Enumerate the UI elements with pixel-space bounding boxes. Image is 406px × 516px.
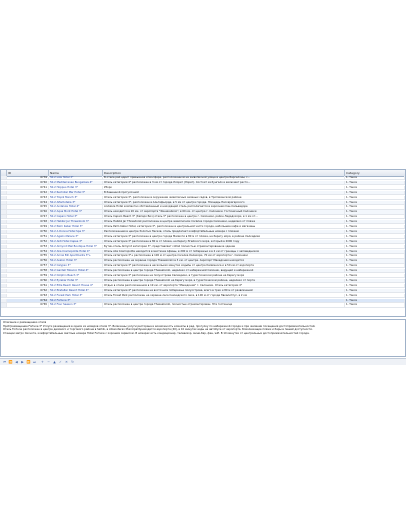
cell-name[interactable]: 50.2 Arrow Bill Apartments 3*+	[49, 254, 103, 257]
cell-description[interactable]: Отель расположен в центре города Thessaloniki, недалеко от набережной Салоник, ведущей и набережной	[103, 269, 345, 272]
cell-id[interactable]: 6751	[7, 235, 49, 238]
table-row[interactable]	[1, 201, 405, 205]
cell-description[interactable]: Уборк	[103, 186, 345, 189]
cell-name[interactable]: 50.2 Alia Cosmopolite Hotel 4*	[49, 250, 103, 253]
next-record-button[interactable]: ▶	[21, 360, 24, 364]
table-row[interactable]	[1, 186, 405, 190]
table-row[interactable]	[1, 250, 405, 254]
cell-id[interactable]: 6742	[7, 191, 49, 194]
cell-category[interactable]: 1. Такси	[345, 294, 405, 297]
cell-description[interactable]: В башенной прогулочной	[103, 191, 345, 194]
cell-id[interactable]: 6745	[7, 205, 49, 208]
table-row[interactable]	[1, 210, 405, 214]
cell-name[interactable]: 50.2 Caparo Hotel 3*	[49, 215, 103, 218]
table-row[interactable]	[1, 284, 405, 288]
cell-category[interactable]: 1. Такси	[345, 279, 405, 282]
memo-line: Описание к размещению отеля	[3, 321, 47, 324]
cell-category[interactable]: 1. Такси	[345, 254, 405, 257]
cell-name[interactable]: 50.2 Tropik Manch 3*	[49, 196, 103, 199]
cell-category[interactable]: 1. Такси	[345, 230, 405, 233]
table-row[interactable]	[1, 279, 405, 283]
delete-record-button[interactable]: −	[47, 360, 50, 364]
cell-category[interactable]: 1. Такси	[345, 274, 405, 277]
cell-name[interactable]: 50.2 Forest Park Hotel 3*	[49, 294, 103, 297]
cell-description[interactable]: Бутик-отель Almyrot категории 3*, представляет собой полностью отремонтированное здание	[103, 245, 345, 248]
cell-id[interactable]: 6760	[7, 279, 49, 282]
cell-id[interactable]: 6765	[7, 303, 49, 306]
cell-category[interactable]: 1. Такси	[345, 235, 405, 238]
cell-description[interactable]: Отель Forest Park расположен на окраине леса Сеичадского леса, в 100 м от города Эвкалиптус, в 2 км	[103, 294, 345, 297]
cell-description[interactable]: Отель Caparo Beach 3* (Капаро Бич) отель 3* расположен в центре г. Салоники, район Лададохори, в 1 км от...	[103, 215, 345, 218]
cell-description[interactable]: Отель Alia Cosmopolite находится в местечке Афины, в 200 м от побережья и в 2 км от границы с заповедником	[103, 250, 345, 253]
table-row[interactable]	[1, 299, 405, 303]
cell-name[interactable]: 50.2 Calypso 3*	[49, 264, 103, 267]
cell-name[interactable]: 50.2 Aqua Mont Hotel 3*	[49, 210, 103, 213]
cell-name[interactable]: 50.2 Dolphin Beach 3*	[49, 274, 103, 277]
table-row[interactable]	[1, 205, 405, 209]
cell-id[interactable]: 6740	[7, 181, 49, 184]
cell-name[interactable]: 50.2 Mediterraneo Bungalows 4*	[49, 181, 103, 184]
cell-name[interactable]: 50.2 Akti Hotel Capea 3*	[49, 240, 103, 243]
cell-description[interactable]: Отель категории 3*+ расположен в 100 м от центра поселка Калахори, 70 км от аэропорта г. Салоники	[103, 254, 345, 257]
cell-description[interactable]: Отель категории 3* расположен в нескольких минутах ходьбы от центра Калимноса и в 50 км от аэропорта	[103, 264, 345, 267]
description-memo[interactable]	[0, 319, 406, 357]
cell-category[interactable]: 1. Такси	[345, 259, 405, 262]
grid-window	[0, 169, 406, 365]
cell-id[interactable]: 6763	[7, 294, 49, 297]
cell-description[interactable]: Отель расположен в центре города Thessaloniki, полностью отремонтирован. Эта гостиница	[103, 303, 345, 306]
table-row[interactable]	[1, 303, 405, 307]
cell-id[interactable]: 6750	[7, 230, 49, 233]
cell-description[interactable]: Отель категории 3* расположен в центре города Малиоти в 80 м от пляжа, на берегу моря, в районе Халкидики	[103, 235, 345, 238]
table-row[interactable]	[1, 269, 405, 273]
cell-description[interactable]: Отель расположен в центре города Thessaloniki на берегу моря, в туристическом районе, недалеко от порта	[103, 279, 345, 282]
cell-name[interactable]: 50.2 Elite Beach Resort House 4*	[49, 284, 103, 287]
cell-id[interactable]: 6757	[7, 264, 49, 267]
cell-id[interactable]: 6747	[7, 215, 49, 218]
cell-description[interactable]: Отдых в отеле расположенном в 19 км. от аэропорта "Македония" г. Салоники. Отель категории 4*	[103, 284, 345, 287]
table-row[interactable]	[1, 191, 405, 195]
cell-category[interactable]: 1. Такси	[345, 205, 405, 208]
cell-category[interactable]: 1. Такси	[345, 299, 405, 302]
header-name[interactable]: Name	[49, 170, 103, 176]
prev-record-button[interactable]: ◀	[15, 360, 18, 364]
cell-description[interactable]: Расположенная в центре Золотых Песков, отель предлагает комфортабельные номера с пляжем	[103, 230, 345, 233]
cell-id[interactable]: 6756	[7, 259, 49, 262]
table-row[interactable]	[1, 240, 405, 244]
cell-name[interactable]: 50.2 Rechotel Mar Hotel 3*	[49, 191, 103, 194]
cell-id[interactable]: 6759	[7, 274, 49, 277]
cell-name[interactable]: 50.2 Hoppus Hotel 3*	[49, 186, 103, 189]
table-row[interactable]	[1, 254, 405, 258]
table-row[interactable]	[1, 259, 405, 263]
table-row[interactable]	[1, 274, 405, 278]
cell-name[interactable]: 50.2 A Donna Hotel Spa 3*	[49, 230, 103, 233]
header-category[interactable]: Category	[345, 170, 406, 176]
cell-id[interactable]: 6739	[7, 176, 49, 179]
cell-name[interactable]: 50.2 Almyrot Mail Boutique Hotel 3*	[49, 245, 103, 248]
table-row[interactable]	[1, 235, 405, 239]
table-row[interactable]	[1, 181, 405, 185]
cell-name[interactable]: 50.2 Habibz Jar Threadonik 3*	[49, 220, 103, 223]
cell-category[interactable]: 1. Такси	[345, 191, 405, 194]
cell-description[interactable]: Отель находится в 20 км. от аэропорта "Финикайоло", в 60 км. от центра г. Салоники. Гостиничный Салоники	[103, 210, 345, 213]
edit-record-button[interactable]: ▲	[53, 360, 56, 364]
cell-name[interactable]: 50.2 Agalini Palace 3*	[49, 235, 103, 238]
cell-category[interactable]: 1. Такси	[345, 303, 405, 306]
cell-id[interactable]: 6744	[7, 201, 49, 204]
table-row[interactable]	[1, 230, 405, 234]
cell-id[interactable]: 6764	[7, 299, 49, 302]
refresh-button[interactable]: ↻	[71, 360, 74, 364]
last-record-button[interactable]: ⏭	[33, 360, 36, 364]
cell-description[interactable]: В отеле рай царит привычная атмосфера, расположенном на живописной улице в центре Барселоны, с...	[103, 176, 345, 179]
cell-description[interactable]: Отель Palm Kaber Hotel, категории 3*, расположен в центральной части города, небольшие кафе и магазины	[103, 225, 345, 228]
cell-description[interactable]: Отель расположен на окраине города Thessaloniki в 3 км. от центра. Аэропорт Македония находится	[103, 259, 345, 262]
table-row[interactable]	[1, 294, 405, 298]
prev-page-button[interactable]: ⏪	[8, 360, 13, 364]
cell-name[interactable]: 50.2 Andalule Hotel 4*	[49, 205, 103, 208]
cell-name[interactable]: 50.2 Palm Kaber Hotel 3*	[49, 225, 103, 228]
cell-category[interactable]: 1. Такси	[345, 240, 405, 243]
cell-description[interactable]: Andalule Hotel компактно обставленный и находящий отель располагается в заросшем Сан-Сальвадоре	[103, 205, 345, 208]
cell-name[interactable]: 50.2 Fortune 3*	[49, 299, 103, 302]
cell-category[interactable]: 1. Такси	[345, 176, 405, 179]
cell-category[interactable]: 1. Такси	[345, 196, 405, 199]
cell-id[interactable]: 6743	[7, 196, 49, 199]
header-description[interactable]: Description	[103, 170, 345, 176]
cell-category[interactable]: 1. Такси	[345, 210, 405, 213]
cell-id[interactable]: 6754	[7, 250, 49, 253]
cell-name[interactable]: 50.2 Four Season 3*	[49, 303, 103, 306]
cell-id[interactable]: 6758	[7, 269, 49, 272]
memo-line: Отель Fortune расположен в центре делового и торгового района в Salhik, в Atosnoteran Municipalityнаходится аэропорта (40), в 10 минутах езды на автобусе от аэропорта. Близлежащие пляжи и бары в пешей доступности.	[3, 328, 313, 332]
cancel-edit-button[interactable]: ✕	[65, 360, 68, 364]
cell-name[interactable]: 50.2 Alfarhotelia 3*	[49, 201, 103, 204]
cell-id[interactable]: 6748	[7, 220, 49, 223]
cell-description[interactable]: Отель категории 3* расположен в 80 м от пляжа, на берегу Эгейского моря, который в 2000 году	[103, 240, 345, 243]
cell-category[interactable]: 1. Такси	[345, 215, 405, 218]
cell-category[interactable]: 1. Такси	[345, 225, 405, 228]
cell-id[interactable]: 6755	[7, 254, 49, 257]
cell-description[interactable]: Отель категории 4* расположен на восточном побережье полуострова, всего в трех и 80 м от развлечений	[103, 289, 345, 292]
post-edit-button[interactable]: ✓	[59, 360, 62, 364]
cell-category[interactable]: 1. Такси	[345, 289, 405, 292]
cell-name[interactable]: 50.2 Ekstaltar Resort Hotel 4*	[49, 289, 103, 292]
memo-line: Проб'размещение Fortune 3* Услуги размещения в одном из номеров отеля 3*. Включены услуги ресторана и возможность комнаты в ред, прогулку по набережной города и при желании посещения достопримечательностей.	[3, 324, 316, 328]
table-row[interactable]	[1, 264, 405, 268]
cell-name[interactable]: 50.2 Lola Hotel 3*	[49, 176, 103, 179]
cell-id[interactable]: 6746	[7, 210, 49, 213]
header-id[interactable]: ID	[7, 170, 49, 176]
table-row[interactable]	[1, 176, 405, 180]
cell-description[interactable]: Отель категории 4* расположен в 3 км от города Ллорет (Лорет). Состоит из бунгало и включает ресто...	[103, 181, 345, 184]
cell-category[interactable]: 1. Такси	[345, 220, 405, 223]
cell-description[interactable]: Отель категории 3*, расположен в окружении живописных зеленых садов, в Тропиканском районе	[103, 196, 345, 199]
table-row[interactable]	[1, 220, 405, 224]
cell-name[interactable]: 50.2 Gardell Tobacco Hotel 4*	[49, 269, 103, 272]
cell-category[interactable]: 1. Такси	[345, 181, 405, 184]
cell-description[interactable]: Отель категории 3* расположен на полуострове Халкидики, в туристическом районе на берегу моря	[103, 274, 345, 277]
cell-id[interactable]: 6741	[7, 186, 49, 189]
memo-line: Станции метро Сиснота, комфортабельные светлые номера Hotel Fortune с хорошим сервисом. В номерах есть кондиционер, телевизор, мини-бар, фен, wifi. В 10 минутах от центральных достопримечательностей города.	[3, 331, 310, 335]
cell-category[interactable]: 1. Такси	[345, 201, 405, 204]
cell-category[interactable]: 1. Такси	[345, 245, 405, 248]
cell-id[interactable]: 6762	[7, 289, 49, 292]
cell-description[interactable]: Отель категории 3*, расположен в Альтафьорде, в 5 км от центра города. Площадь Нассарагарского	[103, 201, 345, 204]
cell-name[interactable]: 50.2 Avalon Hotel 3*	[49, 259, 103, 262]
cell-id[interactable]: 6749	[7, 225, 49, 228]
table-row[interactable]	[1, 196, 405, 200]
record-navigator	[0, 358, 406, 365]
cell-category[interactable]: 1. Такси	[345, 269, 405, 272]
cell-name[interactable]: 50.2 Eyrekar Hotel 3*	[49, 279, 103, 282]
table-row[interactable]	[1, 225, 405, 229]
cell-description[interactable]	[103, 299, 345, 302]
cell-category[interactable]: 1. Такси	[345, 186, 405, 189]
cell-category[interactable]: 1. Такси	[345, 284, 405, 287]
cell-description[interactable]: Отель Habibz Jar Threadonik расположен в центре живописном посёлке города Салоники, недалеко от пляжа	[103, 220, 345, 223]
cell-id[interactable]: 6761	[7, 284, 49, 287]
insert-record-button[interactable]: +	[41, 360, 44, 364]
cell-id[interactable]: 6752	[7, 240, 49, 243]
table-row[interactable]	[1, 245, 405, 249]
table-row[interactable]	[1, 215, 405, 219]
data-grid[interactable]	[0, 169, 406, 317]
table-row[interactable]	[1, 289, 405, 293]
cell-category[interactable]: 1. Такси	[345, 250, 405, 253]
next-page-button[interactable]: ⏩	[26, 360, 31, 364]
cell-id[interactable]: 6753	[7, 245, 49, 248]
cell-category[interactable]: 1. Такси	[345, 264, 405, 267]
first-record-button[interactable]: ⏮	[3, 360, 6, 364]
